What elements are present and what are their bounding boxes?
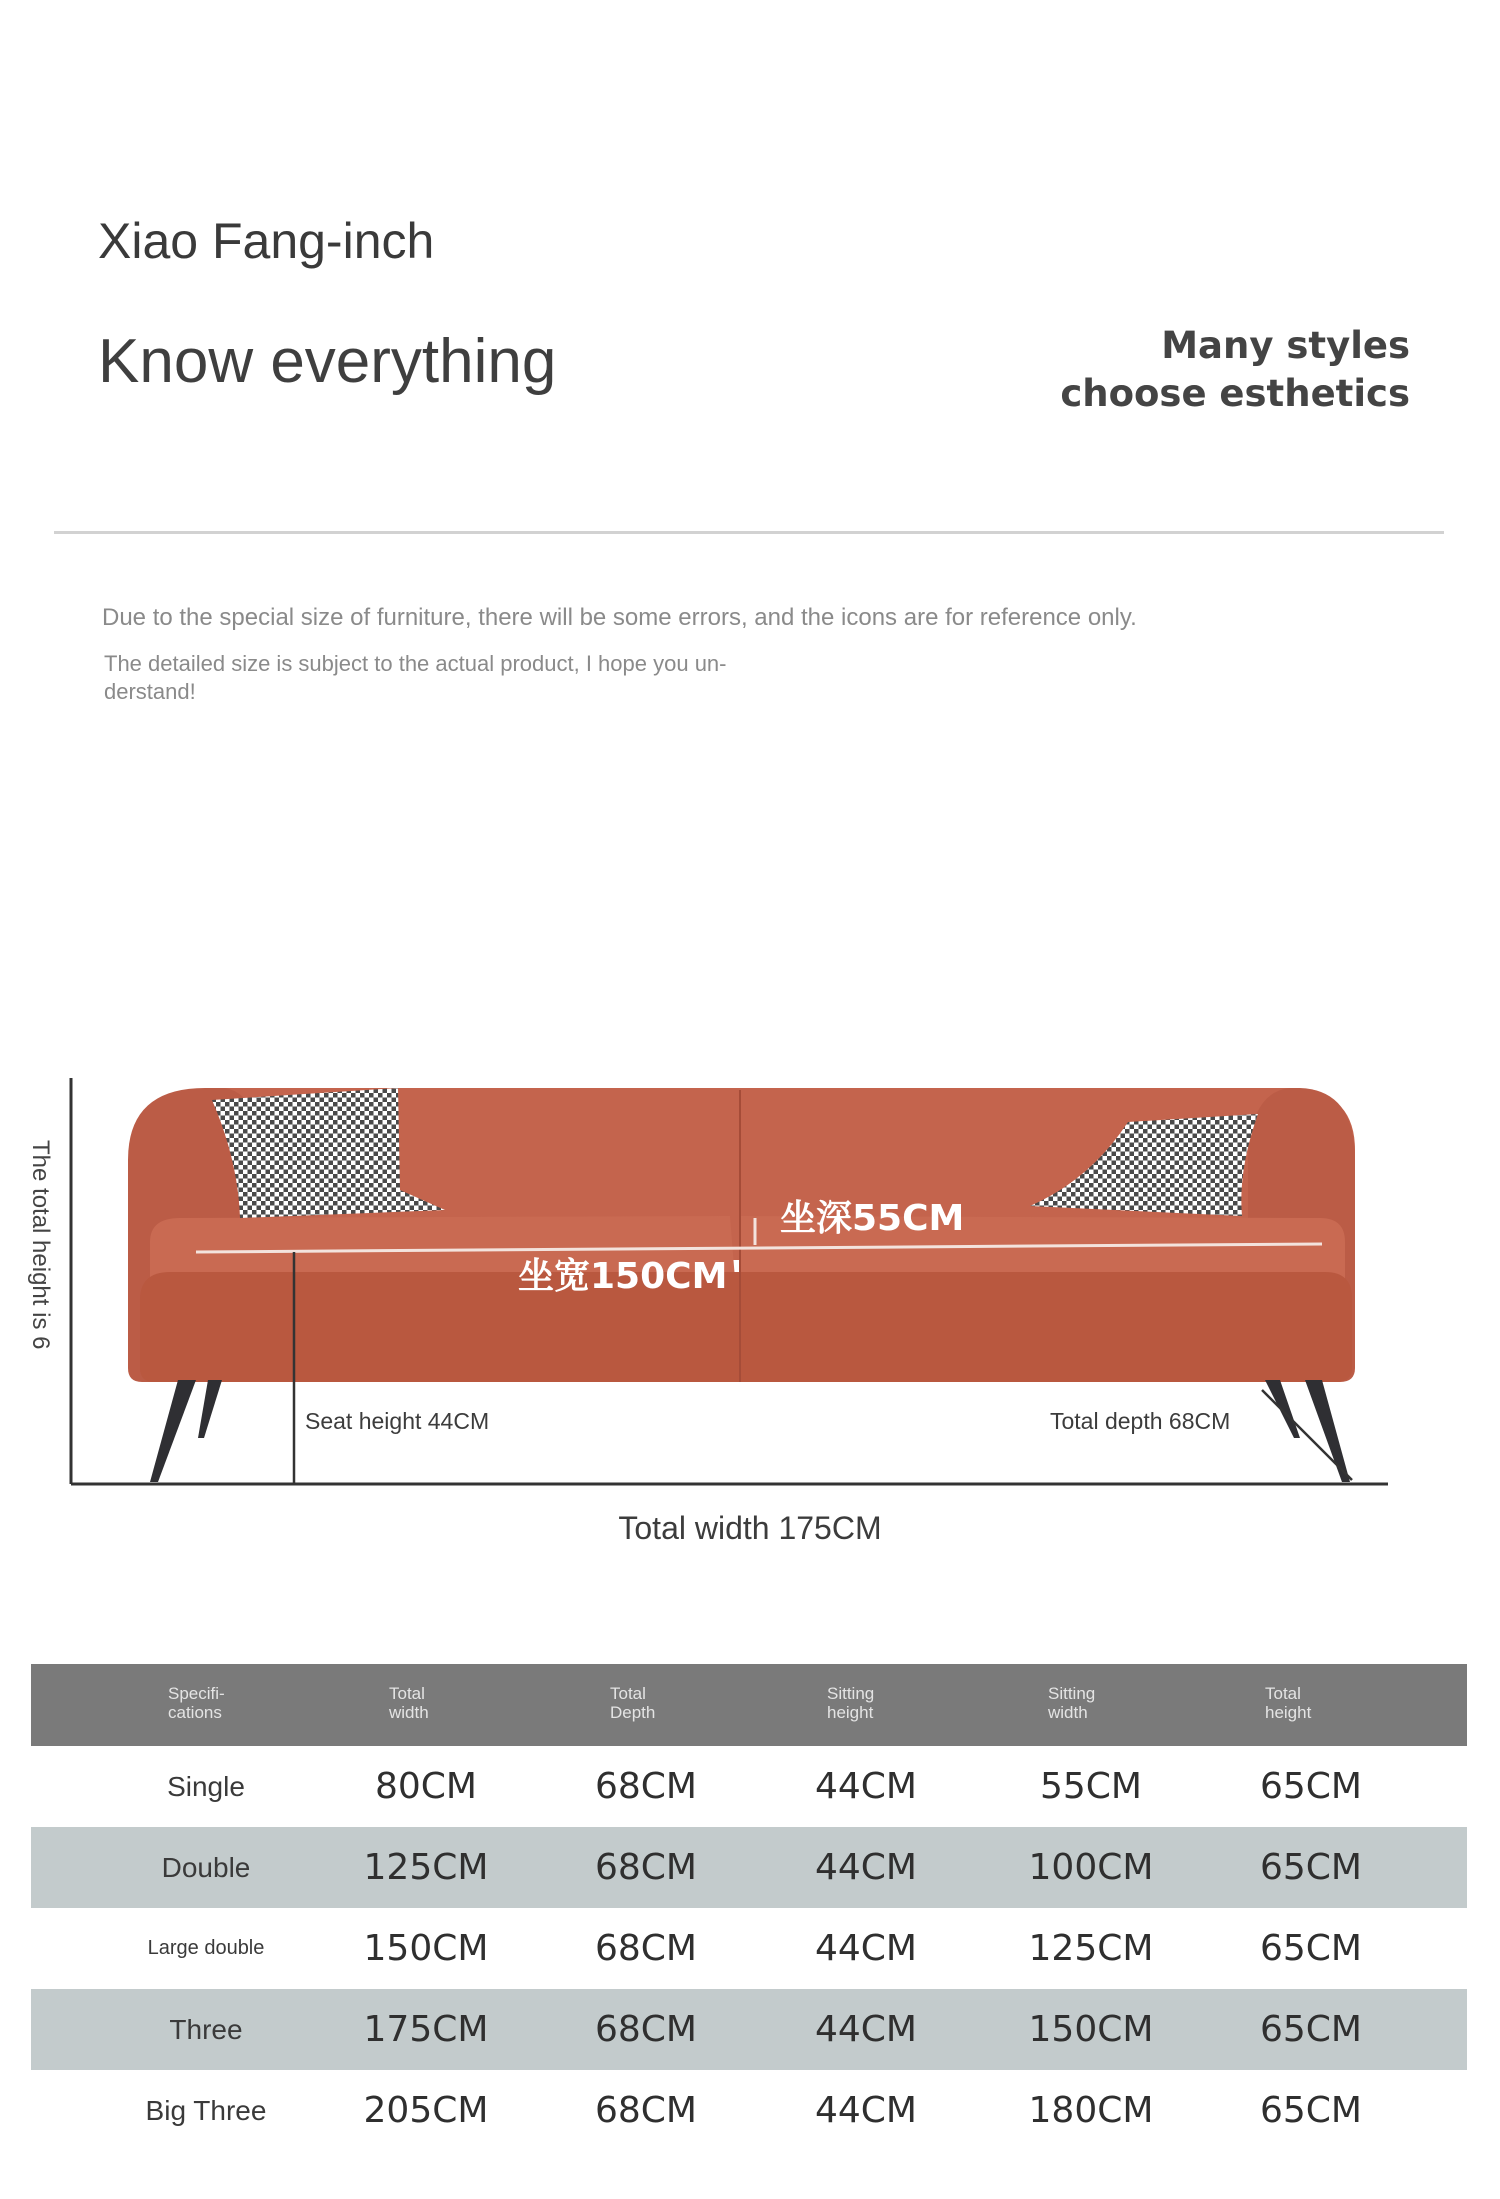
total-height-label: The total height is 6: [27, 1140, 54, 1350]
table-row: [31, 2070, 1467, 2151]
cell-specification: Big Three: [145, 2095, 267, 2126]
cell-sitting-width: 125CM: [1028, 1928, 1154, 1969]
disclaimer-note-2: The detailed size is subject to the actual product, I hope you un-derstand!: [104, 651, 727, 704]
sofa-dimension-diagram: [0, 1030, 1500, 1510]
cell-total-height: 65CM: [1259, 1847, 1362, 1888]
leg-front-right: [1305, 1380, 1350, 1482]
cell-specification: Single: [167, 1771, 245, 1802]
tagline-line-1: Many styles: [1161, 324, 1410, 367]
header-specifications: Specifi-cations: [168, 1684, 225, 1722]
header-total-depth: Total Depth: [610, 1684, 656, 1722]
cell-total-depth: 68CM: [594, 1928, 697, 1969]
header-sitting-height: Sitting height: [827, 1684, 875, 1722]
table-row: [31, 1827, 1467, 1908]
cell-specification: Three: [169, 2014, 243, 2045]
cell-total-width: 150CM: [363, 1928, 489, 1969]
tagline-line-2: choose esthetics: [1060, 372, 1410, 415]
total-width-label: Total width 175CM: [618, 1510, 882, 1546]
table-row: [31, 1908, 1467, 1989]
leg-front-left: [150, 1380, 196, 1482]
table-header: [31, 1664, 1467, 1746]
cell-total-height: 65CM: [1259, 1766, 1362, 1807]
cell-total-depth: 68CM: [594, 2009, 697, 2050]
cell-sitting-height: 44CM: [814, 1847, 917, 1888]
cell-sitting-width: 100CM: [1028, 1847, 1154, 1888]
cell-sitting-height: 44CM: [814, 1928, 917, 1969]
cell-total-height: 65CM: [1259, 2009, 1362, 2050]
cell-total-width: 205CM: [363, 2090, 489, 2131]
total-depth-line: [1262, 1390, 1352, 1480]
cell-specification: Large double: [147, 1937, 265, 1959]
cell-sitting-height: 44CM: [814, 1766, 917, 1807]
brand-name: Xiao Fang-inch: [98, 213, 435, 269]
cell-sitting-height: 44CM: [814, 2090, 917, 2131]
cell-total-width: 80CM: [374, 1766, 477, 1807]
cell-sitting-height: 44CM: [814, 2009, 917, 2050]
leg-back-left: [198, 1380, 222, 1438]
table-row: [31, 1989, 1467, 2070]
cell-total-width: 175CM: [363, 2009, 489, 2050]
divider: [54, 531, 1444, 534]
seat-height-label: Seat height 44CM: [305, 1408, 490, 1434]
cell-sitting-width: 180CM: [1028, 2090, 1154, 2131]
cell-total-depth: 68CM: [594, 2090, 697, 2131]
seat-depth-label: 坐深55CM: [780, 1198, 965, 1239]
cell-total-height: 65CM: [1259, 2090, 1362, 2131]
total-depth-label: Total depth 68CM: [1050, 1408, 1231, 1434]
header-sitting-width: Sitting width: [1048, 1684, 1096, 1722]
cell-total-depth: 68CM: [594, 1766, 697, 1807]
table-row: [31, 1746, 1467, 1827]
tagline: [890, 322, 1410, 418]
disclaimer-note: Due to the special size of furniture, there will be some errors, and the icons are for reference only.: [102, 604, 1137, 631]
table-body: [31, 1746, 1467, 2151]
cell-total-depth: 68CM: [594, 1847, 697, 1888]
sofa-base-front: [140, 1272, 1352, 1382]
header-total-width: Total width: [389, 1684, 429, 1722]
cell-total-width: 125CM: [363, 1847, 489, 1888]
cell-total-height: 65CM: [1259, 1928, 1362, 1969]
size-table: [31, 1664, 1467, 2151]
cell-specification: Double: [161, 1852, 251, 1883]
headline: Know everything: [98, 327, 557, 396]
cell-sitting-width: 55CM: [1039, 1766, 1142, 1807]
cell-sitting-width: 150CM: [1028, 2009, 1154, 2050]
seat-width-label: 坐宽150CM: [518, 1256, 728, 1297]
header-total-height: Total height: [1265, 1684, 1312, 1722]
